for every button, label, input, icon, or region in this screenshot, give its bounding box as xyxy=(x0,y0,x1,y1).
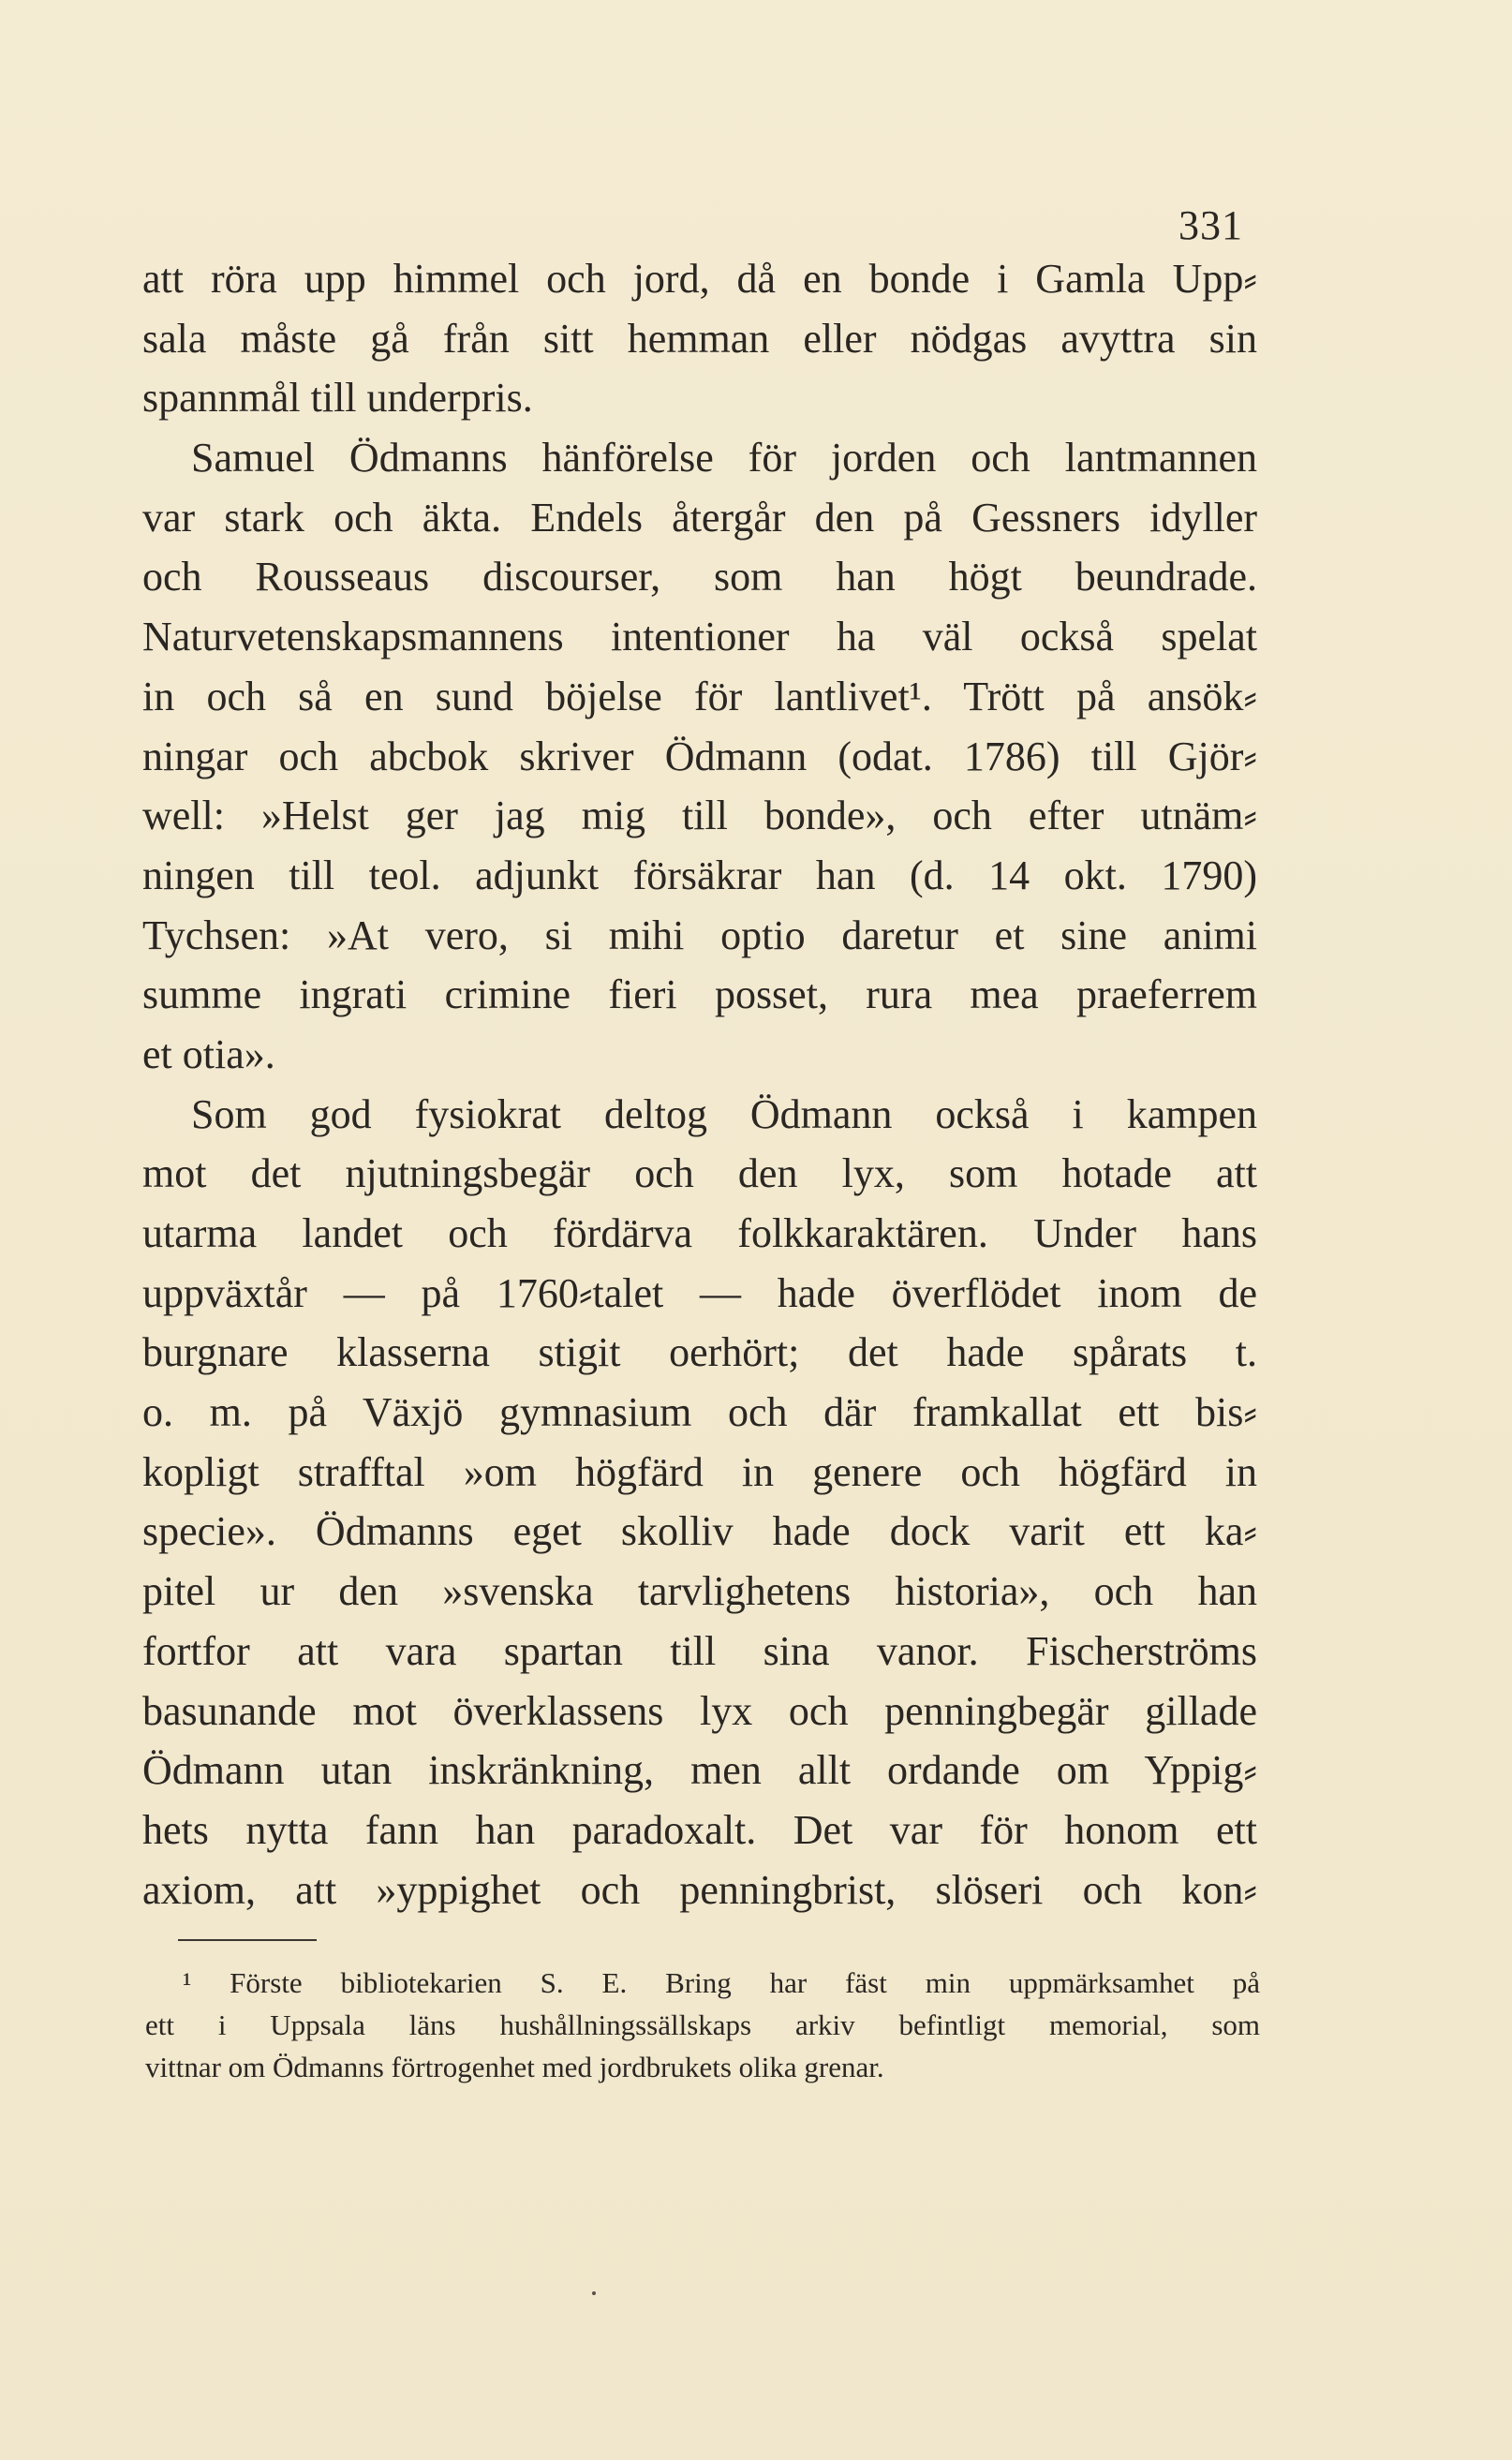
text-line: basunande mot överklassens lyx och penningbegär gillade xyxy=(142,1687,1257,1734)
text-line: och Rousseaus discourser, som han högt beundrade. xyxy=(142,554,1257,600)
footnote-divider xyxy=(178,1939,317,1941)
text-line: Tychsen: »At vero, si mihi optio daretur et sine animi xyxy=(142,911,1257,958)
footnote-line: ett i Uppsala läns hushållningssällskaps arkiv befintligt memorial, som xyxy=(145,2008,1260,2041)
footnote-line: vittnar om Ödmanns förtrogenhet med jordbrukets olika grenar. xyxy=(145,2051,884,2083)
page-number: 331 xyxy=(1178,202,1243,248)
text-line: specie». Ödmanns eget skolliv hade dock varit ett ka⸗ xyxy=(142,1508,1257,1555)
text-line: summe ingrati crimine fieri posset, rura mea praeferrem xyxy=(142,971,1257,1018)
text-line: spannmål till underpris. xyxy=(142,375,533,422)
text-line: pitel ur den »svenska tarvlighetens historia», och han xyxy=(142,1568,1257,1615)
text-line: o. m. på Växjö gymnasium och där framkallat ett bis⸗ xyxy=(142,1389,1257,1436)
text-line: utarma landet och fördärva folkkaraktären. Under hans xyxy=(142,1210,1257,1256)
text-line: et otia». xyxy=(142,1030,275,1077)
text-line: sala måste gå från sitt hemman eller nödgas avyttra sin xyxy=(142,315,1257,362)
text-line: uppväxtår — på 1760⸗talet — hade överflödet inom de xyxy=(142,1269,1257,1316)
text-line: kopligt strafftal »om högfärd in genere och högfärd in xyxy=(142,1448,1257,1495)
text-line: fortfor att vara spartan till sina vanor. Fischerströms xyxy=(142,1627,1257,1674)
text-line: hets nytta fann han paradoxalt. Det var för honom ett xyxy=(142,1806,1257,1853)
text-line: ningen till teol. adjunkt försäkrar han (d. 14 okt. 1790) xyxy=(142,852,1257,898)
text-line: mot det njutningsbegär och den lyx, som hotade att xyxy=(142,1150,1257,1197)
text-line: ningar och abcbok skriver Ödmann (odat. 1786) till Gjör⸗ xyxy=(142,733,1257,779)
text-line: Samuel Ödmanns hänförelse för jorden och lantmannen xyxy=(191,435,1257,482)
body-text xyxy=(142,249,1257,1919)
text-line: in och så en sund böjelse för lantlivet¹. Trött på ansök⸗ xyxy=(142,673,1257,719)
footnote-line: ¹ Förste bibliotekarien S. E. Bring har fäst min uppmärksamhet på xyxy=(183,1966,1260,1999)
text-line: well: »Helst ger jag mig till bonde», och efter utnäm⸗ xyxy=(142,793,1257,839)
text-line: Som god fysiokrat deltog Ödmann också i kampen xyxy=(191,1090,1257,1137)
text-line: axiom, att »yppighet och penningbrist, slöseri och kon⸗ xyxy=(142,1866,1257,1913)
text-line: Ödmann utan inskränkning, men allt ordande om Yppig⸗ xyxy=(142,1747,1257,1794)
text-line: att röra upp himmel och jord, då en bonde i Gamla Upp⸗ xyxy=(142,256,1257,302)
footnotes xyxy=(145,1962,1260,2088)
text-line: var stark och äkta. Endels återgår den på Gessners idyller xyxy=(142,494,1257,541)
paper-speck xyxy=(592,2291,596,2295)
text-line: Naturvetenskapsmannens intentioner ha väl också spelat xyxy=(142,614,1257,660)
text-line: burgnare klasserna stigit oerhört; det hade spårats t. xyxy=(142,1329,1257,1376)
